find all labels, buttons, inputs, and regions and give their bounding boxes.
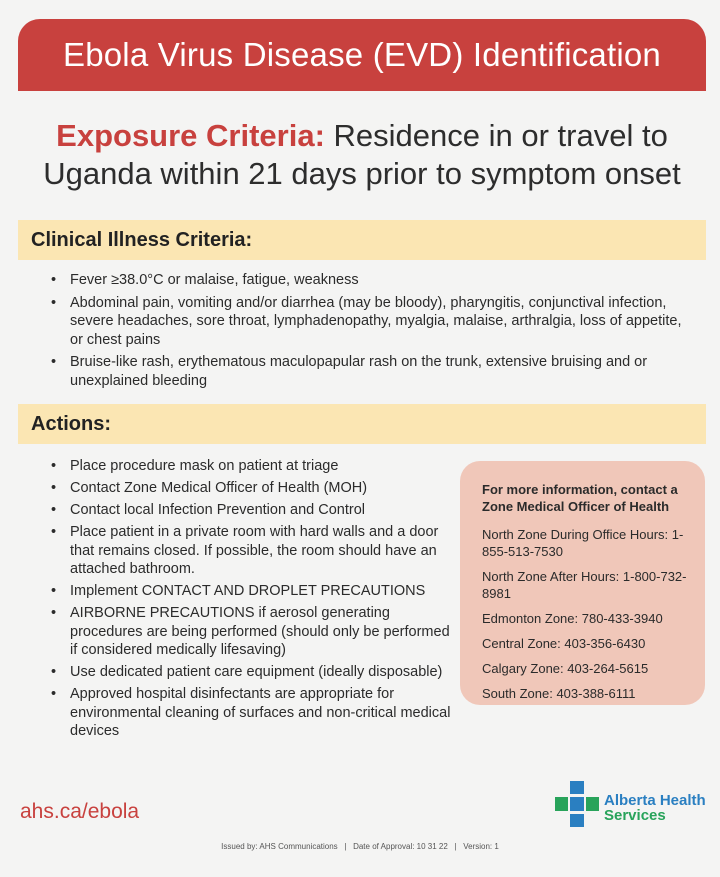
- actions-heading: Actions:: [18, 404, 706, 444]
- exposure-text-line2: Uganda within 21 days prior to symptom onset: [43, 156, 681, 191]
- contact-entry: South Zone: 403-388-6111: [482, 686, 636, 701]
- page-title: Ebola Virus Disease (EVD) Identification: [62, 36, 661, 73]
- list-item: • Fever ≥38.0°C or malaise, fatigue, weakness: [51, 271, 691, 290]
- list-item: • Implement CONTACT AND DROPLET PRECAUTIONS: [51, 582, 451, 601]
- contact-entry: Edmonton Zone: 780-433-3940: [482, 611, 663, 626]
- actions-list: [51, 457, 451, 744]
- title-banner: [18, 19, 706, 91]
- contact-entry: North Zone During Office Hours: 1-855-513-7530: [482, 527, 684, 559]
- contact-info-box: [460, 461, 705, 705]
- logo-line1: Alberta Health: [604, 792, 706, 809]
- exposure-label: Exposure Criteria:: [56, 118, 325, 153]
- list-item: • Contact local Infection Prevention and Control: [51, 501, 451, 520]
- contact-entry: Central Zone: 403-356-6430: [482, 636, 646, 651]
- website-link[interactable]: ahs.ca/ebola: [20, 800, 140, 823]
- list-item: • Contact Zone Medical Officer of Health (MOH): [51, 479, 451, 498]
- logo-line2: Services: [604, 807, 666, 824]
- exposure-criteria: [18, 117, 706, 193]
- clinical-criteria-list: [51, 271, 691, 394]
- list-item: • Approved hospital disinfectants are appropriate for environmental cleaning of surfaces and non-critical medical devices: [51, 685, 451, 741]
- list-item: • Place procedure mask on patient at triage: [51, 457, 451, 476]
- list-item: • Use dedicated patient care equipment (ideally disposable): [51, 663, 451, 682]
- list-item: • Bruise-like rash, erythematous maculopapular rash on the trunk, extensive bruising and or unexplained bleeding: [51, 353, 691, 390]
- list-item: • AIRBORNE PRECAUTIONS if aerosol generating procedures are being performed (should only be performed if considered medically lifesaving): [51, 604, 451, 660]
- footer-info: Issued by: AHS Communications | Date of Approval: 10 31 22 | Version: 1: [221, 842, 499, 851]
- contact-title: For more information, contact a Zone Medical Officer of Health: [482, 482, 678, 514]
- list-item: • Abdominal pain, vomiting and/or diarrhea (may be bloody), pharyngitis, conjunctival infection, severe headaches, sore throat, lymphadenopathy, myalgia, malaise, arthralgia, loss of appetite, or chest pains: [51, 294, 691, 350]
- ahs-cross-logo-icon: [555, 781, 599, 827]
- contact-entry: Calgary Zone: 403-264-5615: [482, 661, 649, 676]
- contact-entry: North Zone After Hours: 1-800-732-8981: [482, 569, 687, 601]
- ahs-logo: [555, 781, 715, 827]
- clinical-criteria-heading: Clinical Illness Criteria:: [18, 220, 706, 260]
- exposure-text-line1: Residence in or travel to: [324, 118, 668, 153]
- ahs-logo-text: [604, 793, 706, 823]
- list-item: • Place patient in a private room with hard walls and a door that remains closed. If possible, the room should have an attached bathroom.: [51, 523, 451, 579]
